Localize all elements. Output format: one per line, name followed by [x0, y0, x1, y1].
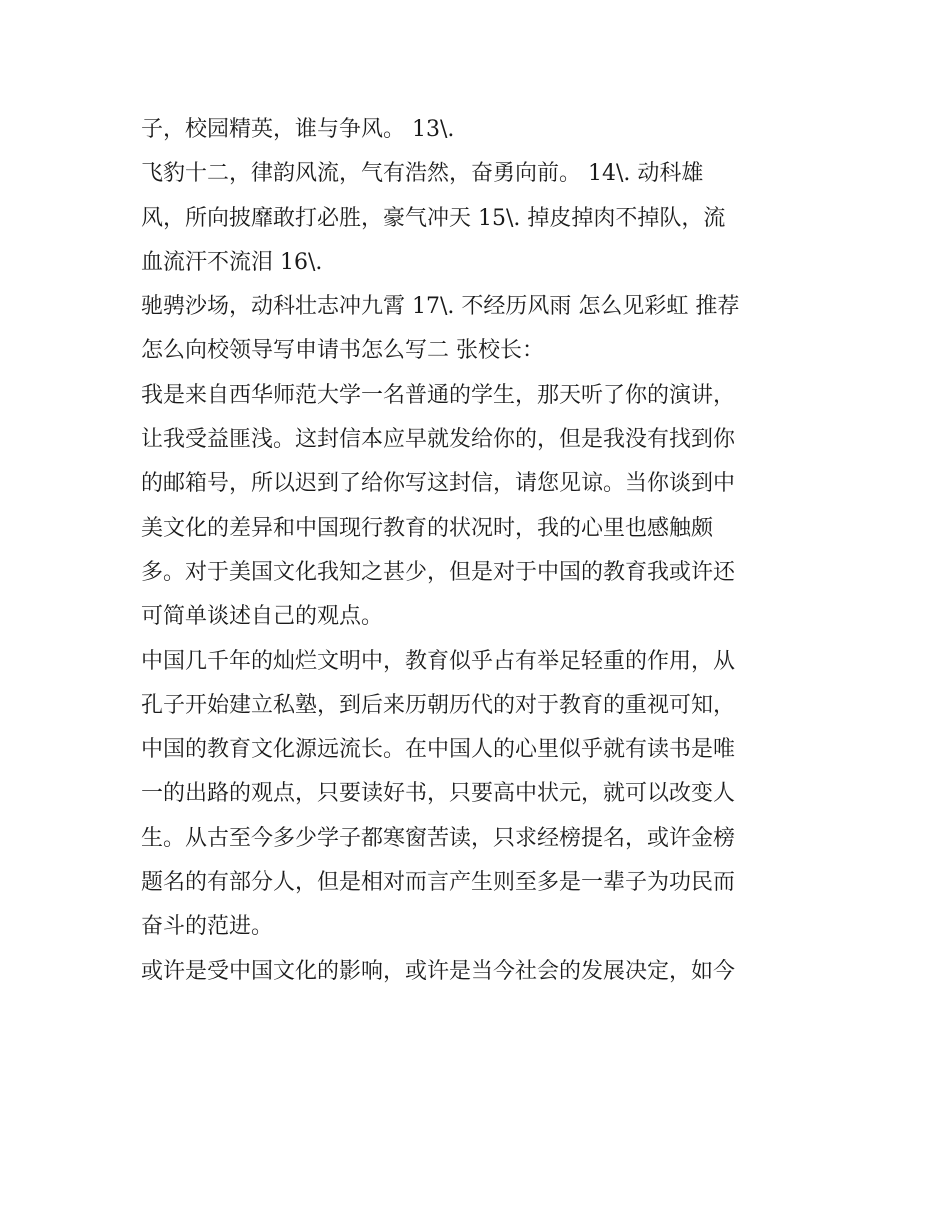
text-line: 飞豹十二，律韵风流，气有浩然，奋勇向前。 14\. 动科雄: [141, 161, 704, 187]
text-line: 的邮箱号，所以迟到了给你写这封信，请您见谅。当你谈到中: [141, 471, 736, 497]
text-line: 题名的有部分人，但是相对而言产生则至多是一辈子为功民而: [141, 870, 736, 896]
text-line: 可简单谈述自己的观点。: [141, 604, 384, 630]
text-line: 血流汗不流泪 16\.: [141, 249, 323, 275]
text-line: 多。对于美国文化我知之甚少，但是对于中国的教育我或许还: [141, 559, 736, 585]
text-line: 美文化的差异和中国现行教育的状况时，我的心里也感触颇: [141, 515, 714, 541]
text-line: 一的出路的观点，只要读好书，只要高中状元，就可以改变人: [141, 781, 736, 807]
text-line: 生。从古至今多少学子都寒窗苦读，只求经榜提名，或许金榜: [141, 825, 736, 851]
text-line: 孔子开始建立私塾，到后来历朝历代的对于教育的重视可知，: [141, 692, 736, 718]
text-line: 子，校园精英，谁与争风。 13\.: [141, 117, 455, 142]
text-line: 中国几千年的灿烂文明中，教育似乎占有举足轻重的作用，从: [141, 648, 736, 674]
text-line: 风，所向披靡敢打必胜，豪气冲天 15\. 掉皮掉肉不掉队，流: [141, 205, 726, 231]
text-line: 我是来自西华师范大学一名普通的学生，那天听了你的演讲，: [141, 382, 736, 408]
text-line: 驰骋沙场，动科壮志冲九霄 17\. 不经历风雨 怎么见彩虹 推荐: [141, 294, 740, 320]
text-line: 奋斗的范进。: [141, 914, 274, 940]
text-line: 或许是受中国文化的影响，或许是当今社会的发展决定，如今: [141, 958, 736, 984]
text-line: 怎么向校领导写申请书怎么写二 张校长：: [141, 338, 544, 364]
text-line: 让我受益匪浅。这封信本应早就发给你的，但是我没有找到你: [141, 427, 736, 453]
body-text: [141, 108, 821, 994]
text-line: 中国的教育文化源远流长。在中国人的心里似乎就有读书是唯: [141, 737, 736, 763]
